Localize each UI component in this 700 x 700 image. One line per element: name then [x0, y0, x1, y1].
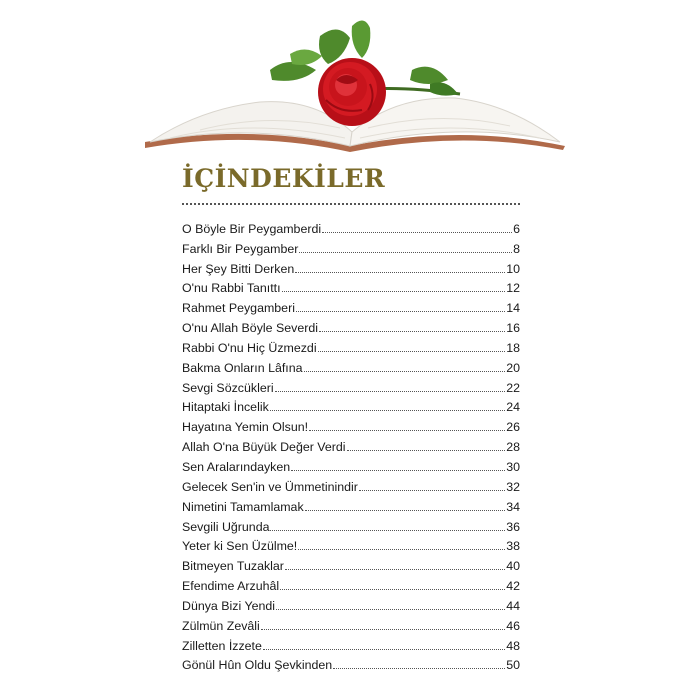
dot-leader — [296, 311, 505, 312]
dot-leader — [291, 470, 505, 471]
leaf-icon — [430, 82, 458, 95]
toc-entry[interactable] — [182, 335, 520, 355]
toc-entry-title: Bakma Onların Lâfına — [182, 360, 303, 375]
toc-entry-page: 48 — [506, 638, 520, 653]
toc-entry[interactable] — [182, 454, 520, 474]
toc-entry-title: Bitmeyen Tuzaklar — [182, 559, 284, 574]
toc-entry[interactable] — [182, 216, 520, 236]
dot-leader — [347, 450, 506, 451]
toc-entry[interactable] — [182, 315, 520, 335]
toc-entry-page: 42 — [506, 579, 520, 594]
toc-entry-title: Dünya Bizi Yendi — [182, 598, 275, 613]
dot-leader — [261, 629, 505, 630]
dot-leader — [305, 510, 506, 511]
toc-entry-page: 44 — [506, 598, 520, 613]
dot-leader — [299, 252, 512, 253]
dot-leader — [319, 331, 505, 332]
dot-leader — [359, 490, 505, 491]
toc-entry[interactable] — [182, 355, 520, 375]
toc-entry[interactable] — [182, 434, 520, 454]
toc-entry-page: 50 — [506, 658, 520, 673]
toc-entry-title: Her Şey Bitti Derken — [182, 261, 295, 276]
toc-entry-page: 26 — [506, 420, 520, 435]
toc-entry[interactable] — [182, 236, 520, 256]
leaf-icon — [290, 49, 322, 65]
leaf-icon — [270, 62, 316, 81]
toc-entry[interactable] — [182, 514, 520, 534]
toc-entry-title: Yeter ki Sen Üzülme! — [182, 539, 298, 554]
toc-entry[interactable] — [182, 375, 520, 395]
toc-entry-page: 20 — [506, 360, 520, 375]
dot-leader — [304, 371, 506, 372]
book-rose-illustration — [140, 14, 570, 154]
toc-entry-title: Zilletten İzzete — [182, 638, 262, 653]
toc-entry-page: 6 — [513, 221, 520, 236]
toc-entry[interactable] — [182, 276, 520, 296]
toc-entry-page: 14 — [506, 301, 520, 316]
dot-leader — [309, 430, 505, 431]
rose-icon — [318, 58, 386, 126]
dot-leader — [285, 569, 505, 570]
toc-entry-page: 10 — [506, 261, 520, 276]
dot-leader — [295, 272, 505, 273]
toc-entry-title: Gönül Hûn Oldu Şevkinden — [182, 658, 333, 673]
dot-leader — [270, 530, 505, 531]
dot-leader — [318, 351, 506, 352]
toc-entry[interactable] — [182, 593, 520, 613]
toc-entry[interactable] — [182, 613, 520, 633]
toc-entry-title: O'nu Allah Böyle Severdi — [182, 321, 318, 336]
toc-entry-title: Rahmet Peygamberi — [182, 301, 295, 316]
toc-entry-page: 36 — [506, 519, 520, 534]
toc-entry[interactable] — [182, 414, 520, 434]
toc-entry-title: Efendime Arzuhâl — [182, 579, 280, 594]
toc-entry[interactable] — [182, 295, 520, 315]
toc-entry-page: 28 — [506, 440, 520, 455]
toc-entry-page: 22 — [506, 380, 520, 395]
toc-entry-page: 30 — [506, 459, 520, 474]
dot-leader — [280, 589, 505, 590]
toc-entry-title: Sevgili Uğrunda — [182, 519, 270, 534]
dot-leader — [298, 549, 505, 550]
dot-leader — [276, 609, 505, 610]
toc-entry-page: 40 — [506, 559, 520, 574]
toc-entry-title: Rabbi O'nu Hiç Üzmezdi — [182, 340, 317, 355]
toc-entry-page: 32 — [506, 479, 520, 494]
leaf-icon — [352, 20, 371, 58]
toc-entry[interactable] — [182, 633, 520, 653]
toc-entry-page: 16 — [506, 321, 520, 336]
toc-entry-title: Hayatına Yemin Olsun! — [182, 420, 309, 435]
toc-entry-page: 18 — [506, 340, 520, 355]
toc-entry-title: Sen Aralarındayken — [182, 459, 291, 474]
toc-entry-title: Farklı Bir Peygamber — [182, 241, 299, 256]
dot-leader — [275, 391, 506, 392]
toc-entry-page: 38 — [506, 539, 520, 554]
toc-entry-page: 46 — [506, 618, 520, 633]
toc-entry[interactable] — [182, 256, 520, 276]
toc-entry-page: 24 — [506, 400, 520, 415]
toc-entry-title: Gelecek Sen'in ve Ümmetinindir — [182, 479, 358, 494]
dot-leader — [270, 410, 505, 411]
dot-leader — [333, 668, 505, 669]
toc-entry[interactable] — [182, 494, 520, 514]
toc-entry-page: 12 — [506, 281, 520, 296]
toc-entry-title: Allah O'na Büyük Değer Verdi — [182, 440, 346, 455]
toc-entry[interactable] — [182, 395, 520, 415]
toc-entry[interactable] — [182, 653, 520, 673]
toc-entry-title: Nimetini Tamamlamak — [182, 499, 304, 514]
toc-entry[interactable] — [182, 534, 520, 554]
toc-entry[interactable] — [182, 573, 520, 593]
toc-entry-title: Zülmün Zevâli — [182, 618, 260, 633]
dot-leader — [282, 291, 506, 292]
toc-entry[interactable] — [182, 553, 520, 573]
table-of-contents — [182, 216, 520, 672]
toc-entry-page: 8 — [513, 241, 520, 256]
leaf-icon — [410, 67, 448, 84]
page-title: İÇİNDEKİLER — [182, 164, 386, 193]
toc-entry-title: Hitaptaki İncelik — [182, 400, 269, 415]
dot-leader — [263, 649, 505, 650]
toc-entry-title: O'nu Rabbi Tanıttı — [182, 281, 281, 296]
toc-entry-title: Sevgi Sözcükleri — [182, 380, 274, 395]
dot-leader — [322, 232, 512, 233]
toc-entry-page: 34 — [506, 499, 520, 514]
toc-entry[interactable] — [182, 474, 520, 494]
dotted-divider — [182, 203, 520, 205]
toc-entry-title: O Böyle Bir Peygamberdi — [182, 221, 322, 236]
